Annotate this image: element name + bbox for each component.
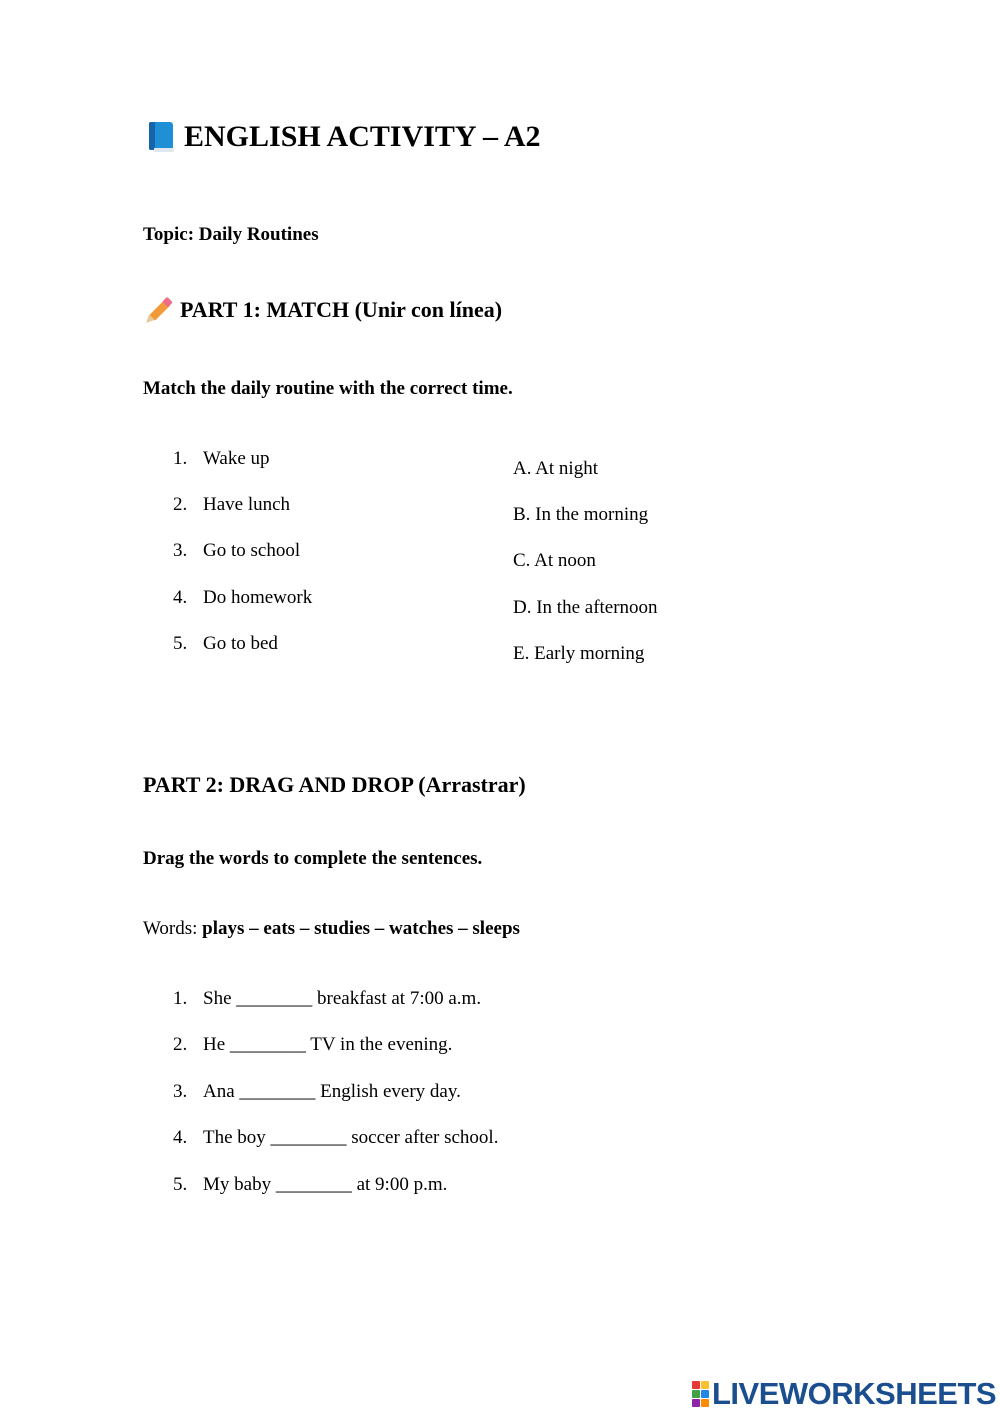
part1-instruction: Match the daily routine with the correct time. [143, 378, 513, 399]
part2-instruction: Drag the words to complete the sentences. [143, 848, 483, 869]
part2-heading: PART 2: DRAG AND DROP (Arrastrar) [143, 772, 526, 797]
sentence-item: 4. The boy ________ soccer after school. [173, 1127, 499, 1148]
routine-item: 4. Do homework [173, 587, 313, 608]
page-title [146, 120, 540, 154]
liveworksheets-logo-icon [692, 1381, 709, 1407]
word-bank [143, 918, 520, 940]
word-bank-label: Words: [143, 918, 198, 939]
liveworksheets-logo[interactable] [692, 1376, 996, 1412]
sentence-item: 5. My baby ________ at 9:00 p.m. [173, 1174, 448, 1195]
sentence-item: 1. She ________ breakfast at 7:00 a.m. [173, 988, 482, 1009]
time-option[interactable]: A. At night [513, 458, 598, 479]
routine-item: 1. Wake up [173, 448, 270, 469]
blue-book-icon [146, 121, 176, 153]
time-option[interactable]: E. Early morning [513, 643, 645, 664]
logo-text: LIVEWORKSHEETS [712, 1376, 997, 1411]
part1-heading [143, 296, 502, 324]
page-title-text: ENGLISH ACTIVITY – A2 [184, 120, 541, 153]
time-option[interactable]: B. In the morning [513, 504, 649, 525]
sentence-item: 2. He ________ TV in the evening. [173, 1034, 453, 1055]
part1-heading-text: PART 1: MATCH (Unir con línea) [180, 297, 503, 322]
word-bank-words[interactable]: plays – eats – studies – watches – sleeps [202, 918, 520, 939]
time-option[interactable]: D. In the afternoon [513, 597, 658, 618]
topic-label: Topic: Daily Routines [143, 224, 319, 245]
sentence-item: 3. Ana ________ English every day. [173, 1081, 461, 1102]
routine-item: 3. Go to school [173, 540, 301, 561]
routine-item: 5. Go to bed [173, 633, 278, 654]
time-option[interactable]: C. At noon [513, 550, 596, 571]
pencil-icon [143, 296, 173, 324]
routine-item: 2. Have lunch [173, 494, 291, 515]
